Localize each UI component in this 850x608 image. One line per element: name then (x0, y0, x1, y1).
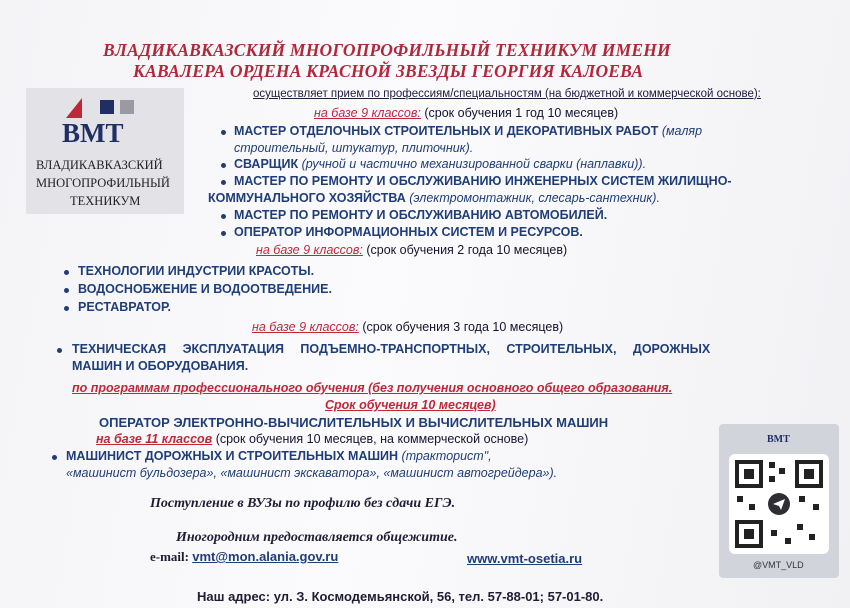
bullet (64, 288, 69, 293)
qr-code-icon[interactable] (729, 454, 829, 554)
dorm-note: Иногородним предоставляется общежитие. (176, 530, 458, 545)
logo-line-3: ТЕХНИКУМ (70, 194, 141, 208)
list-item: МАШИНИСТ ДОРОЖНЫХ И СТРОИТЕЛЬНЫХ МАШИН (тракторист", (66, 449, 492, 463)
list-item: ОПЕРАТОР ИНФОРМАЦИОННЫХ СИСТЕМ И РЕСУРСОВ. (234, 225, 583, 239)
logo-line-1: ВЛАДИКАВКАЗСКИЙ (36, 158, 163, 172)
section-1-heading (314, 106, 618, 120)
bullet (221, 231, 226, 236)
list-item-continued: «машинист бульдозера», «машинист экскаватора», «машинист автогрейдера»). (66, 466, 558, 480)
vuz-note: Поступление в ВУЗы по профилю без сдачи ЕГЭ. (150, 496, 456, 511)
section-4-program: по программам профессионального обучения (без получения основного общего образования. (72, 381, 673, 395)
email-link[interactable]: vmt@mon.alania.gov.ru (192, 549, 339, 564)
logo-line-2: МНОГОПРОФИЛЬНЫЙ (36, 176, 170, 190)
subtitle: осуществляет прием по профессиям/специальностям (на бюджетной и коммерческой основе): (253, 88, 761, 100)
email-line: e-mail: vmt@mon.alania.gov.ru (150, 549, 339, 564)
bullet (221, 180, 226, 185)
list-item: РЕСТАВРАТОР. (78, 300, 171, 314)
list-item-continued: строительный, штукатур, плиточник). (234, 141, 474, 155)
section-1-base: на базе 9 классов: (314, 106, 421, 120)
list-item-continued: КОММУНАЛЬНОГО ХОЗЯЙСТВА (электромонтажник, слесарь-сантехник). (208, 191, 660, 205)
section-4-term: Срок обучения 10 месяцев) (325, 398, 496, 412)
list-item: СВАРЩИК (ручной и частично механизированной сварки (наплавки)). (234, 157, 647, 171)
bullet (221, 163, 226, 168)
list-item: ТЕХНОЛОГИИ ИНДУСТРИИ КРАСОТЫ. (78, 264, 315, 278)
section-5-heading: на базе 11 классов (срок обучения 10 месяцев, на коммерческой основе) (96, 432, 529, 446)
site-link[interactable]: www.vmt-osetia.ru (467, 551, 583, 566)
list-item: МАСТЕР ПО РЕМОНТУ И ОБСЛУЖИВАНИЮ АВТОМОБИЛЕЙ. (234, 208, 608, 222)
qr-card (719, 424, 839, 578)
list-item: МАСТЕР ПО РЕМОНТУ И ОБСЛУЖИВАНИЮ ИНЖЕНЕРНЫХ СИСТЕМ ЖИЛИЩНО- (234, 174, 732, 188)
list-item: МАСТЕР ОТДЕЛОЧНЫХ СТРОИТЕЛЬНЫХ И ДЕКОРАТИВНЫХ РАБОТ (маляр (234, 124, 703, 138)
section-3-heading: на базе 9 классов: (срок обучения 3 года 10 месяцев) (252, 320, 564, 334)
list-item-continued: МАШИН И ОБОРУДОВАНИЯ. (72, 359, 249, 373)
bullet (52, 455, 57, 460)
qr-handle: @VMT_VLD (753, 560, 804, 570)
bullet (221, 130, 226, 135)
address: Наш адрес: ул. З. Космодемьянской, 56, тел. 57-88-01; 57-01-80. (197, 589, 604, 604)
section-2-heading: на базе 9 классов: (срок обучения 2 года 10 месяцев) (256, 243, 568, 257)
title-line-1: ВЛАДИКАВКАЗСКИЙ МНОГОПРОФИЛЬНЫЙ ТЕХНИКУМ ИМЕНИ (103, 40, 671, 60)
bullet (64, 306, 69, 311)
bullet (64, 270, 69, 275)
section-1-term: (срок обучения 1 год 10 месяцев) (420, 106, 619, 120)
title-line-2: КАВАЛЕРА ОРДЕНА КРАСНОЙ ЗВЕЗДЫ ГЕОРГИЯ КАЛОЕВА (133, 61, 644, 81)
bullet (221, 214, 226, 219)
bullet (57, 348, 62, 353)
qr-brand: ВМТ (767, 434, 790, 445)
list-item: ВОДОСНОБЖЕНИЕ И ВОДООТВЕДЕНИЕ. (78, 282, 332, 296)
logo (26, 88, 184, 214)
logo-abbr: ВМТ (62, 118, 124, 148)
section-4-item: ОПЕРАТОР ЭЛЕКТРОННО-ВЫЧИСЛИТЕЛЬНЫХ И ВЫЧИСЛИТЕЛЬНЫХ МАШИН (99, 415, 609, 430)
list-item: ТЕХНИЧЕСКАЯ ЭКСПЛУАТАЦИЯ ПОДЪЕМНО-ТРАНСПОРТНЫХ, СТРОИТЕЛЬНЫХ, ДОРОЖНЫХ (72, 342, 711, 356)
